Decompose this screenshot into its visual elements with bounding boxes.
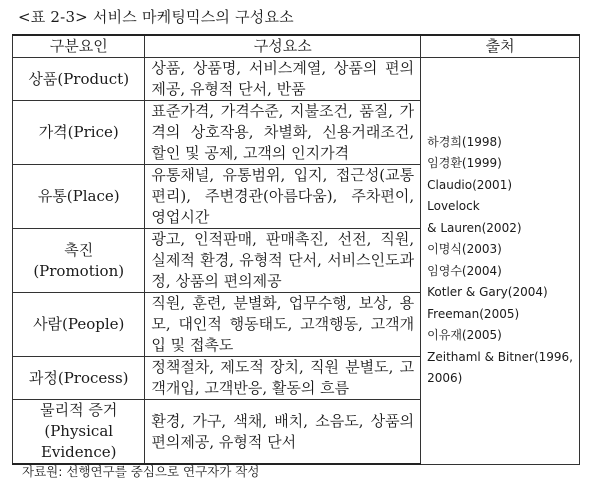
header-factor: 구분요인 (13, 35, 145, 58)
source-item: Kotler & Gary(2004) (427, 285, 548, 300)
components-cell: 정책절차, 제도적 장치, 직원 분별도, 고객개입, 고객반응, 활동의 흐름 (145, 357, 421, 400)
table-header-row (13, 35, 580, 58)
source-item: 이명식(2003) (427, 242, 502, 257)
source-item: Freeman(2005) (427, 306, 520, 321)
table-row (13, 58, 580, 101)
components-cell: 직원, 훈련, 분별화, 업무수행, 보상, 용모, 대인적 행동태도, 고객행동, 고객개입 및 접촉도 (145, 293, 421, 357)
source-item: 하경희(1998) (427, 134, 502, 149)
source-item: Lovelock (427, 199, 480, 214)
table-caption: <표 2-3> 서비스 마케팅믹스의 구성요소 (18, 8, 294, 26)
components-cell: 표준가격, 가격수준, 지불조건, 품질, 가격의 상호작용, 차별화, 신용거래조건, 할인 및 공제, 고객의 인지가격 (145, 101, 421, 165)
components-cell: 환경, 가구, 색채, 배치, 소음도, 상품의 편의제공, 유형적 단서 (145, 400, 421, 465)
source-item: 임경환(1999) (427, 156, 502, 171)
factor-cell: 가격(Price) (13, 101, 145, 165)
factor-cell: 유통(Place) (13, 165, 145, 229)
source-item: 이유재(2005) (427, 328, 502, 343)
factor-cell: 사람(People) (13, 293, 145, 357)
factor-cell: 과정(Process) (13, 357, 145, 400)
source-item: 2006) (427, 371, 463, 386)
components-cell: 상품, 상품명, 서비스계열, 상품의 편의제공, 유형적 단서, 반품 (145, 58, 421, 101)
source-item: Zeithaml & Bitner(1996, (427, 349, 573, 364)
factor-cell: 물리적 증거 (Physical Evidence) (13, 400, 145, 465)
source-item: 임영수(2004) (427, 263, 502, 278)
header-components: 구성요소 (145, 35, 421, 58)
marketing-mix-table (12, 34, 580, 465)
components-cell: 유통채널, 유통범위, 입지, 접근성(교통편리), 주변경관(아름다움), 주차편이, 영업시간 (145, 165, 421, 229)
source-item: & Lauren(2002) (427, 220, 522, 235)
source-cell (421, 58, 580, 465)
components-cell: 광고, 인적판매, 판매촉진, 선전, 직원, 실제적 환경, 유형적 단서, 서비스인도과정, 상품의 편의제공 (145, 229, 421, 293)
factor-cell: 촉진(Promotion) (13, 229, 145, 293)
source-item: Claudio(2001) (427, 177, 513, 192)
source-note: 자료원: 선행연구를 중심으로 연구자가 작성 (22, 464, 260, 479)
factor-cell: 상품(Product) (13, 58, 145, 101)
header-source: 출처 (421, 35, 580, 58)
